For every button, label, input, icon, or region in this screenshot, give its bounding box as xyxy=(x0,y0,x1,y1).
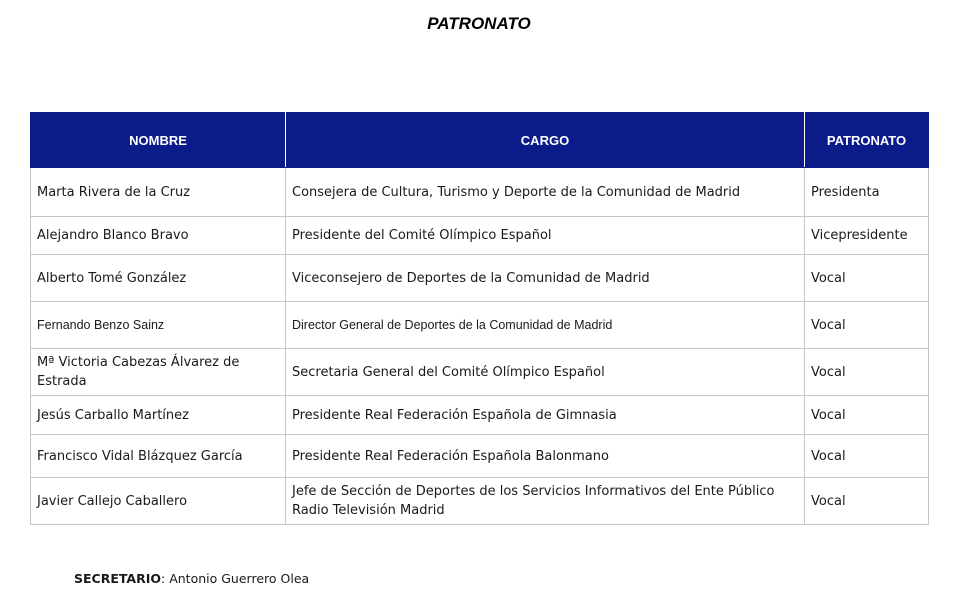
table-row xyxy=(31,168,929,217)
cell-patronato: Vocal xyxy=(805,255,929,302)
cell-cargo: Presidente Real Federación Española Balonmano xyxy=(286,435,805,478)
secretario-name: Antonio Guerrero Olea xyxy=(169,571,310,586)
table-row xyxy=(31,349,929,396)
cell-patronato: Vocal xyxy=(805,396,929,435)
cell-patronato: Vocal xyxy=(805,435,929,478)
cell-patronato: Vicepresidente xyxy=(805,217,929,255)
cell-nombre: Marta Rivera de la Cruz xyxy=(31,168,286,217)
table-row xyxy=(31,478,929,525)
cell-patronato: Vocal xyxy=(805,349,929,396)
cell-cargo: Secretaria General del Comité Olímpico Español xyxy=(286,349,805,396)
cell-cargo: Presidente Real Federación Española de Gimnasia xyxy=(286,396,805,435)
cell-nombre: Fernando Benzo Sainz xyxy=(31,302,286,349)
cell-cargo: Presidente del Comité Olímpico Español xyxy=(286,217,805,255)
patronato-table xyxy=(30,112,929,525)
cell-nombre: Javier Callejo Caballero xyxy=(31,478,286,525)
cell-cargo: Director General de Deportes de la Comunidad de Madrid xyxy=(286,302,805,349)
cell-patronato: Presidenta xyxy=(805,168,929,217)
table-row xyxy=(31,435,929,478)
table-row xyxy=(31,217,929,255)
table-row xyxy=(31,396,929,435)
cell-nombre: Jesús Carballo Martínez xyxy=(31,396,286,435)
header-patronato: PATRONATO xyxy=(805,113,929,168)
header-nombre: NOMBRE xyxy=(31,113,286,168)
cell-nombre: Mª Victoria Cabezas Álvarez de Estrada xyxy=(31,349,286,396)
table-row xyxy=(31,302,929,349)
cell-nombre: Alberto Tomé González xyxy=(31,255,286,302)
cell-patronato: Vocal xyxy=(805,478,929,525)
cell-nombre: Alejandro Blanco Bravo xyxy=(31,217,286,255)
table-row xyxy=(31,255,929,302)
table-header-row xyxy=(31,113,929,168)
secretario-line: SECRETARIO: Antonio Guerrero Olea xyxy=(74,571,310,586)
cell-cargo: Jefe de Sección de Deportes de los Servicios Informativos del Ente Público Radio Televisión Madrid xyxy=(286,478,805,525)
cell-cargo: Viceconsejero de Deportes de la Comunidad de Madrid xyxy=(286,255,805,302)
cell-nombre: Francisco Vidal Blázquez García xyxy=(31,435,286,478)
secretario-label: SECRETARIO xyxy=(74,571,162,586)
cell-cargo: Consejera de Cultura, Turismo y Deporte de la Comunidad de Madrid xyxy=(286,168,805,217)
page-title: PATRONATO xyxy=(427,14,531,33)
header-cargo: CARGO xyxy=(286,113,805,168)
cell-patronato: Vocal xyxy=(805,302,929,349)
